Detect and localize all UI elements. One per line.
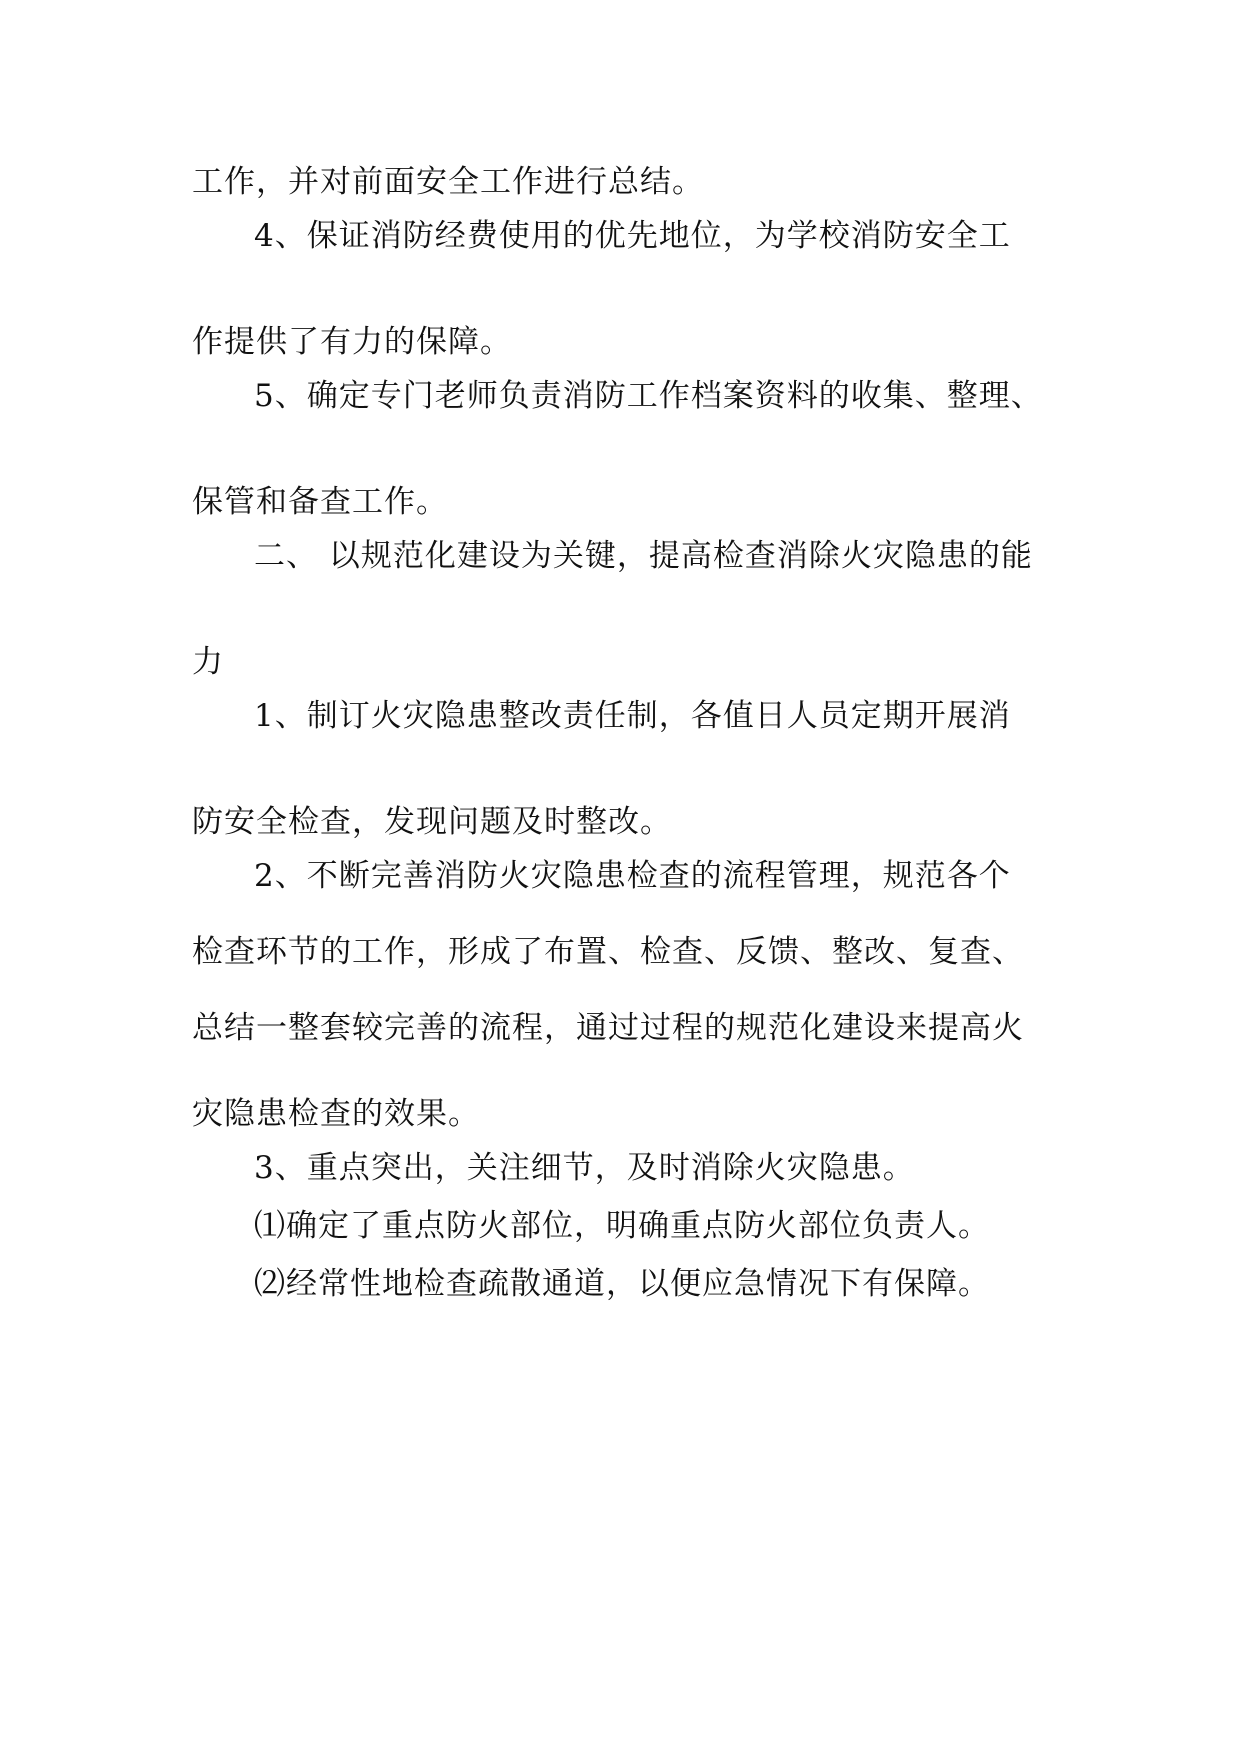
section-heading-continued: 力 [192, 644, 224, 680]
text-line: 检查环节的工作，形成了布置、检查、反馈、整改、复查、 [192, 934, 1024, 970]
text-line: 3、重点突出，关注细节，及时消除火灾隐患。 [254, 1150, 915, 1186]
section-heading: 二、 以规范化建设为关键，提高检查消除火灾隐患的能 [254, 538, 1033, 574]
text-line: 1、制订火灾隐患整改责任制，各值日人员定期开展消 [254, 698, 1011, 734]
list-item: ⑵经常性地检查疏散通道，以便应急情况下有保障。 [254, 1266, 990, 1302]
text-line: 保管和备查工作。 [192, 484, 448, 520]
text-line: 2、不断完善消防火灾隐患检查的流程管理，规范各个 [254, 858, 1011, 894]
text-line: 4、保证消防经费使用的优先地位，为学校消防安全工 [254, 218, 1011, 254]
text-line: 5、确定专门老师负责消防工作档案资料的收集、整理、 [254, 378, 1043, 414]
text-line: 灾隐患检查的效果。 [192, 1096, 480, 1132]
text-line: 总结一整套较完善的流程，通过过程的规范化建设来提高火 [192, 1010, 1024, 1046]
list-item: ⑴确定了重点防火部位，明确重点防火部位负责人。 [254, 1208, 990, 1244]
text-line: 作提供了有力的保障。 [192, 324, 512, 360]
text-line: 工作，并对前面安全工作进行总结。 [192, 164, 704, 200]
text-line: 防安全检查，发现问题及时整改。 [192, 804, 672, 840]
